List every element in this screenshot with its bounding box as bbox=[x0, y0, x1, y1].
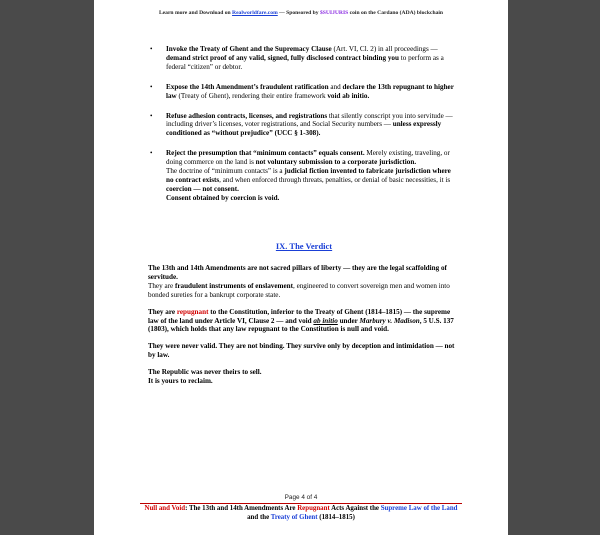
case-name: Marbury v. Madison bbox=[359, 316, 420, 325]
bullet-heading: Expose the 14th Amendment’s fraudulent ratification bbox=[166, 82, 329, 91]
action-list bbox=[148, 45, 460, 203]
bullet-emphasis: unless expressly conditioned as “without prejudice” (UCC § 1-308). bbox=[166, 120, 442, 138]
closing-line: The Republic was never theirs to sell. bbox=[148, 368, 262, 377]
repugnant-highlight: repugnant bbox=[176, 307, 209, 316]
footer-null-void: Null and Void bbox=[144, 505, 186, 512]
paragraph-2 bbox=[148, 308, 460, 335]
bullet-heading: Reject the presumption that “minimum contacts” equals consent. bbox=[166, 149, 365, 158]
bullet-text: that silently conscript you into servitude — including driver’s licenses, voter registrations, and Social Security numbers — bbox=[166, 111, 453, 129]
paragraph-text: to the Constitution, inferior to the Treaty of Ghent (1814–1815) — the supreme law of the land under Article VI, Clause 2 — and void bbox=[148, 307, 451, 325]
bullet-text: and bbox=[328, 82, 343, 91]
paragraph-text: They are bbox=[148, 281, 175, 290]
footer-text: Acts Against the bbox=[329, 505, 381, 512]
paragraph-text: They are bbox=[148, 307, 177, 316]
header-token: $SUIJURIS bbox=[319, 10, 349, 16]
page-header bbox=[94, 10, 508, 16]
footer-repugnant: Repugnant bbox=[297, 505, 330, 512]
bullet-text: The doctrine of “minimum contacts” is a bbox=[166, 167, 285, 176]
bullet-icon: • bbox=[150, 149, 153, 158]
page-footer bbox=[142, 505, 460, 522]
paragraph-text: under bbox=[337, 316, 360, 325]
bullet-text: (Treaty of Ghent), rendering their entire framework bbox=[176, 91, 328, 100]
paragraph-1 bbox=[148, 264, 460, 300]
footer-divider bbox=[140, 503, 462, 504]
bullet-text: Merely existing, traveling, or doing commerce on the land is bbox=[166, 149, 450, 167]
bullet-emphasis: judicial fiction invented to fabricate jurisdiction where no contract exists bbox=[166, 167, 451, 184]
bullet-emphasis: coercion — not consent. bbox=[166, 184, 239, 193]
bullet-icon: • bbox=[150, 45, 153, 53]
paragraph-4 bbox=[148, 368, 460, 386]
section-heading-wrap bbox=[148, 242, 460, 251]
bullet-emphasis: demand strict proof of any valid, signed, fully disclosed contract binding you bbox=[166, 53, 399, 62]
bullet-emphasis: declare the 13th repugnant to higher law bbox=[166, 82, 454, 100]
header-text-post: coin on the Cardano (ADA) blockchain bbox=[348, 10, 444, 16]
paragraph-3: They were never valid. They are not binding. They survive only by deception and intimidation — not by law. bbox=[148, 342, 455, 360]
paragraph-text: The 13th and 14th Amendments are not sacred pillars of liberty — they are the legal scaffolding of servitude. bbox=[148, 264, 447, 281]
footer-text: and the bbox=[247, 513, 271, 521]
bullet-heading: Refuse adhesion contracts, licenses, and registrations bbox=[166, 111, 328, 120]
header-site-link[interactable]: Realworldfare.com bbox=[232, 10, 278, 16]
list-item bbox=[148, 83, 460, 101]
section-title[interactable]: IX. The Verdict bbox=[275, 241, 333, 251]
paragraph-text: , engineered to convert sovereign men and women into bonded sureties for a bankrupt corporate state. bbox=[148, 281, 450, 299]
footer-treaty: Treaty of Ghent bbox=[270, 513, 318, 521]
footer-text: : The 13th and 14th Amendments Are bbox=[185, 505, 298, 512]
footer-supreme-law: Supreme Law of the Land bbox=[380, 505, 458, 512]
list-item bbox=[148, 45, 460, 72]
bullet-heading: Invoke the Treaty of Ghent and the Supremacy Clause bbox=[166, 45, 332, 53]
bullet-icon: • bbox=[150, 82, 153, 91]
latin-term: ab initio bbox=[313, 316, 338, 325]
bullet-emphasis: not voluntary submission to a corporate jurisdiction. bbox=[255, 158, 417, 167]
bullet-conclusion: Consent obtained by coercion is void. bbox=[166, 193, 280, 202]
footer-text: (1814–1815) bbox=[317, 513, 355, 521]
closing-line: It is yours to reclaim. bbox=[148, 377, 213, 386]
list-item bbox=[148, 149, 460, 202]
bullet-text: (Art. VI, Cl. 2) in all proceedings — bbox=[331, 45, 438, 53]
page-number: Page 4 of 4 bbox=[284, 494, 318, 501]
document-page bbox=[94, 0, 508, 535]
verdict-body bbox=[148, 264, 460, 394]
paragraph-text: , 5 U.S. 137 (1803), which holds that any law repugnant to the Constitution is null and void. bbox=[148, 316, 454, 334]
list-item bbox=[148, 112, 460, 139]
header-text-mid: — Sponsored by bbox=[277, 10, 320, 16]
paragraph-emphasis: fraudulent instruments of enslavement bbox=[174, 281, 293, 290]
header-text-pre: Learn more and Download on bbox=[158, 10, 233, 16]
bullet-text: to perform as a federal “citizen” or debtor. bbox=[166, 53, 444, 71]
bullet-icon: • bbox=[150, 111, 153, 120]
main-content bbox=[148, 45, 460, 386]
bullet-emphasis: void ab initio. bbox=[327, 91, 370, 100]
bullet-text: , and when enforced through threats, penalties, or denial of basic necessities, it is bbox=[219, 175, 451, 184]
